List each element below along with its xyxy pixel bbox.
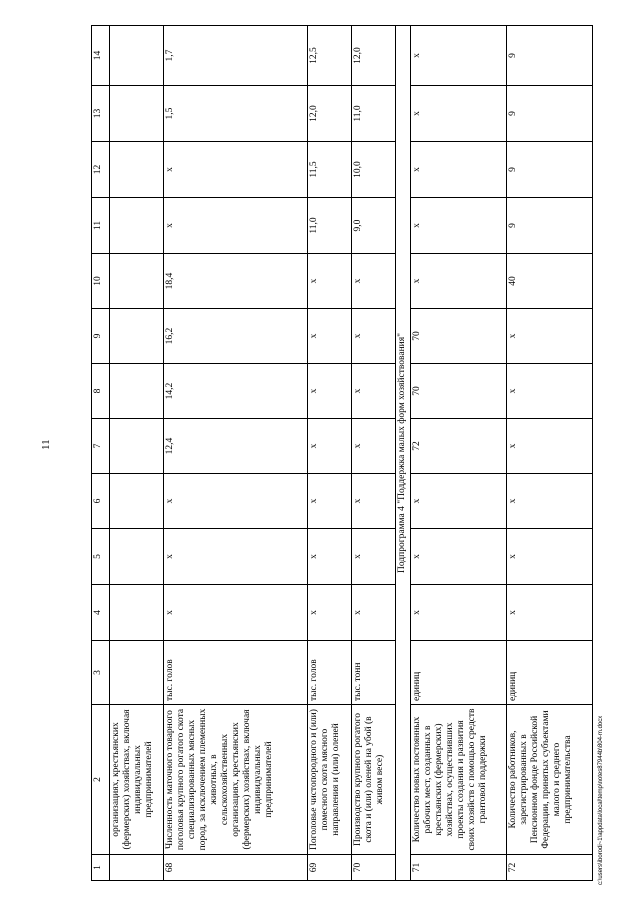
value-cell: x [507,309,593,364]
value-cell: 12,5 [308,26,352,86]
value-cell: x [352,474,396,529]
value-cell: 70 [410,309,506,364]
value-cell: x [507,474,593,529]
indicators-table [91,25,593,881]
header-cell: 5 [92,529,110,585]
value-cell: 12,0 [352,26,396,86]
value-cell: x [410,198,506,254]
value-cell: x [163,529,308,585]
header-cell: 10 [92,254,110,309]
value-cell: x [410,86,506,142]
value-cell: 72 [410,419,506,474]
value-cell: x [163,198,308,254]
row-number: 69 [308,855,352,881]
unit: единиц [507,641,593,705]
indicator-name: организациях, крестьянских (фермерских) хозяйствах, включая индивидуальных предпринимателей [110,705,164,855]
indicator-name: Количество новых постоянных рабочих мест, созданных в крестьянских (фермерских) хозяйствах, осуществивших проекты создания и развития своих хозяйств с помощью средств грантовой поддержки [410,705,506,855]
value-cell: x [352,309,396,364]
value-cell [110,529,164,585]
value-cell [110,419,164,474]
header-cell: 7 [92,419,110,474]
value-cell: 1,7 [163,26,308,86]
value-cell: 9,0 [352,198,396,254]
value-cell: x [163,474,308,529]
value-cell: x [308,474,352,529]
row-number: 68 [163,855,308,881]
value-cell [110,254,164,309]
subprogram-title: Подпрограмма 4 "Поддержка малых форм хозяйствования" [396,26,411,881]
file-path-footer: c:\users\iborodi~1\appdata\local\temp\notes87944b\804-m.docx [598,715,604,885]
value-cell: 16,2 [163,309,308,364]
value-cell: 12,4 [163,419,308,474]
value-cell: x [507,585,593,641]
header-cell: 13 [92,86,110,142]
value-cell: x [352,419,396,474]
header-cell: 12 [92,142,110,198]
row-number: 70 [352,855,396,881]
value-cell: x [352,585,396,641]
unit: тыс. голов [308,641,352,705]
value-cell: x [308,419,352,474]
value-cell: x [410,585,506,641]
indicator-name: Численность маточного товарного поголовья крупного рогатого скота специализированных мясных пород, за исключением племенных животных, в сельскохозяйственных организациях, крестьянских (фермерских) хозяйствах, включая индивидуальных предпринимателей [163,705,308,855]
value-cell [110,26,164,86]
rotated-table-container [91,26,593,881]
header-cell: 14 [92,26,110,86]
value-cell [110,309,164,364]
value-cell: 10,0 [352,142,396,198]
value-cell: x [410,26,506,86]
value-cell: x [308,309,352,364]
indicator-name: Производство крупного рогатого скота и (или) оленей на убой (в живом весе) [352,705,396,855]
row-number: 71 [410,855,506,881]
value-cell: x [352,254,396,309]
value-cell: x [308,529,352,585]
value-cell: 70 [410,364,506,419]
value-cell: x [507,529,593,585]
value-cell: 14,2 [163,364,308,419]
value-cell: 18,4 [163,254,308,309]
row-number: 72 [507,855,593,881]
value-cell [110,142,164,198]
value-cell: 1,5 [163,86,308,142]
value-cell: x [352,529,396,585]
header-cell: 9 [92,309,110,364]
header-cell: 2 [92,705,110,855]
value-cell [110,86,164,142]
value-cell: x [410,529,506,585]
table-row [410,26,506,881]
value-cell: 9 [507,26,593,86]
value-cell [110,474,164,529]
unit: единиц [410,641,506,705]
value-cell: x [308,364,352,419]
value-cell: x [410,254,506,309]
value-cell: 11,5 [308,142,352,198]
header-cell: 4 [92,585,110,641]
header-row [92,26,110,881]
value-cell: 12,0 [308,86,352,142]
value-cell: 11,0 [352,86,396,142]
value-cell: x [507,419,593,474]
value-cell [110,364,164,419]
header-cell: 3 [92,641,110,705]
header-cell: 1 [92,855,110,881]
unit: тыс. голов [163,641,308,705]
value-cell: x [163,585,308,641]
value-cell: x [410,474,506,529]
value-cell: 11,0 [308,198,352,254]
table-row [110,26,164,881]
unit [110,641,164,705]
subprogram-row [396,26,411,881]
value-cell: x [308,585,352,641]
unit: тыс. тонн [352,641,396,705]
header-cell: 8 [92,364,110,419]
value-cell [110,198,164,254]
indicator-name: Поголовье чистопородного и (или) помесного скота мясного направления и (или) оленей [308,705,352,855]
table-row [308,26,352,881]
row-number [110,855,164,881]
page-number: 11 [40,439,52,450]
value-cell: 9 [507,86,593,142]
value-cell: x [352,364,396,419]
value-cell: x [308,254,352,309]
value-cell: 40 [507,254,593,309]
header-cell: 11 [92,198,110,254]
value-cell: 9 [507,142,593,198]
table-row [352,26,396,881]
value-cell: 9 [507,198,593,254]
table-row [507,26,593,881]
indicator-name: Количество работников, зарегистрированных в Пенсионном фонде Российской Федерации, принятых субъектами малого и среднего предпринимательства [507,705,593,855]
value-cell: x [507,364,593,419]
value-cell [110,585,164,641]
value-cell: x [410,142,506,198]
table-row [163,26,308,881]
header-cell: 6 [92,474,110,529]
value-cell: x [163,142,308,198]
